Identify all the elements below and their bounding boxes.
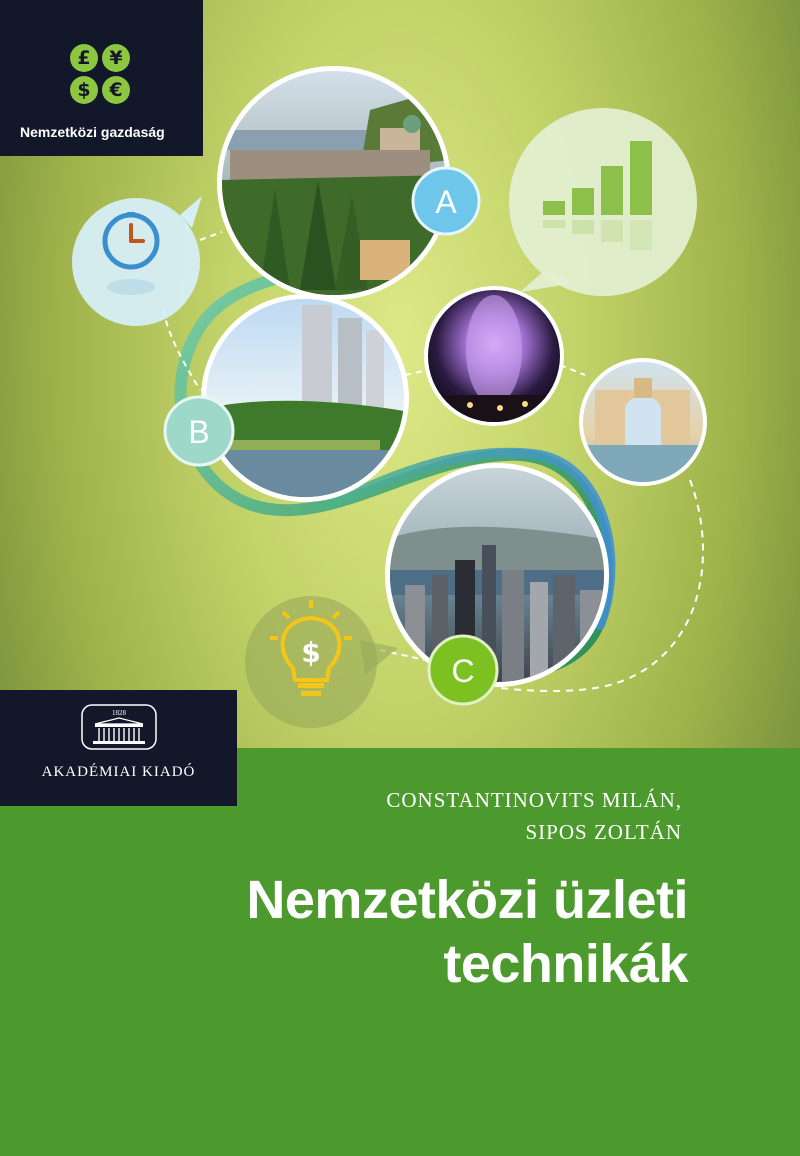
author-line-2: SIPOS ZOLTÁN: [525, 820, 682, 844]
publisher-badge: [0, 690, 237, 806]
pound-icon: £: [70, 44, 98, 72]
label-c: C: [451, 653, 475, 689]
label-a-badge: [413, 168, 479, 234]
currency-icon: [70, 44, 132, 106]
publisher-name: AKADÉMIAI KIADÓ: [41, 764, 196, 780]
author-line-1: CONSTANTINOVITS MILÁN,: [386, 788, 682, 812]
authors: [386, 784, 682, 848]
yen-icon: ¥: [102, 44, 130, 72]
park-skyscrapers-photo: [200, 294, 410, 505]
dollar-icon: $: [70, 76, 98, 104]
euro-icon: €: [102, 76, 130, 104]
label-b: B: [188, 414, 210, 450]
svg-text:$: $: [301, 636, 321, 669]
label-a: A: [435, 184, 457, 220]
book-title: [246, 868, 688, 996]
title-line-1: Nemzetközi üzleti: [246, 870, 688, 930]
title-line-2: technikák: [443, 934, 688, 994]
publisher-founded: 1828: [112, 709, 126, 717]
series-name: Nemzetközi gazdaság: [20, 124, 165, 140]
label-c-badge: [429, 636, 497, 704]
lightbulb-bubble: [245, 596, 398, 728]
atlantis-hotel-photo: [579, 358, 707, 486]
illuminated-tower-photo: [424, 286, 565, 428]
label-b-badge: [165, 397, 233, 465]
chart-bubble: [509, 108, 697, 296]
series-badge: [0, 0, 203, 156]
publisher-building-icon: [81, 704, 157, 750]
clock-bubble: [72, 196, 202, 326]
